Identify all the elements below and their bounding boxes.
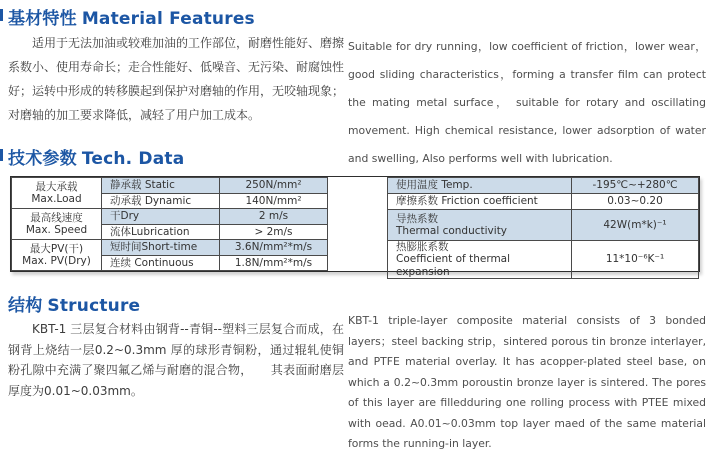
group-label-cell-max-load bbox=[12, 178, 102, 209]
structure-paragraph-en: KBT-1 triple-layer composite material consists of 3 bonded layers；steel backing strip，sintered porous tin bronze interlayer, and PTFE material overlay. It has acopper-plated steel base, on which a 0.2~0.3mm poroustin bronze layer is sintered. The pores of this layer are filledduring one rolling process with PTEE mixed with oead. A0.01~0.03mm top layer maed of the same material forms the running-in layer. bbox=[348, 314, 706, 450]
param-value-cell: 250N/mm² bbox=[220, 178, 328, 194]
group-label-cn: 最大承载 bbox=[35, 180, 78, 193]
group-label-en: Max. Speed bbox=[25, 224, 88, 236]
param-name-cell: 短时间Short-time bbox=[102, 240, 220, 256]
param-name-cell bbox=[388, 241, 572, 279]
heading-edge-mark bbox=[0, 9, 3, 21]
structure-paragraph-cn: KBT-1 三层复合材料由钢背--青铜--塑料三层复合而成，在钢背上烧结一层0.2~0.3mm 厚的球形青铜粉，通过辊轧使铜粉孔隙中充满了聚四氟乙烯与耐磨的混合物， 其表面耐磨层厚度为0.01~0.03mm。 bbox=[8, 322, 344, 398]
param-name-cell: 动承载 Dynamic bbox=[102, 193, 220, 209]
param-value-cell: 0.03~0.20 bbox=[572, 194, 699, 210]
param-value-cell: -195℃~+280℃ bbox=[572, 178, 699, 194]
param-name-cell: 干Dry bbox=[102, 209, 220, 225]
material-features-paragraph-cn: 适用于无法加油或较难加油的工作部位，耐磨性能好、磨擦系数小、使用寿命长；走合性能好、低噪音、无污染、耐腐蚀性好；运转中形成的转移膜起到保护对磨轴的作用，无咬轴现象；对磨轴的加工要求降低，减轻了用户加工成本。 bbox=[8, 36, 345, 122]
group-label-cell-max-speed bbox=[12, 209, 102, 240]
heading-cn: 结构 bbox=[8, 296, 43, 316]
heading-en: Structure bbox=[47, 296, 141, 316]
param-name-en: Coefficient of thermal expansion bbox=[396, 253, 511, 278]
tech-data-table-left bbox=[11, 177, 328, 271]
param-name-cell: 流体Lubrication bbox=[102, 224, 220, 240]
heading-cn: 技术参数 bbox=[8, 149, 77, 169]
group-label-en: Max. PV(Dry) bbox=[22, 255, 91, 267]
param-name-cell: 使用温度 Temp. bbox=[388, 178, 572, 194]
param-name-en: Thermal conductivity bbox=[396, 225, 508, 237]
param-name-cn: 导热系数 bbox=[396, 212, 438, 225]
group-label-en: Max.Load bbox=[31, 193, 82, 205]
param-name-cell: 摩擦系数 Friction coefficient bbox=[388, 194, 572, 210]
table-row bbox=[388, 194, 699, 210]
table-row bbox=[388, 241, 699, 279]
heading-material-features bbox=[8, 4, 255, 29]
param-value-cell: 3.6N/mm²*m/s bbox=[220, 240, 328, 256]
tech-data-table-container bbox=[10, 176, 700, 278]
table-row bbox=[12, 178, 328, 194]
param-name-cn: 热膨胀系数 bbox=[396, 241, 449, 253]
param-value-cell: 140N/mm² bbox=[220, 193, 328, 209]
param-value-cell: 11*10⁻⁶K⁻¹ bbox=[572, 241, 699, 279]
param-value-cell: > 2m/s bbox=[220, 224, 328, 240]
heading-structure bbox=[8, 291, 140, 316]
param-value-cell: 1.8N/mm²*m/s bbox=[220, 255, 328, 271]
heading-cn: 基材特性 bbox=[8, 9, 77, 29]
group-label-cn: 最大PV(干) bbox=[29, 242, 84, 255]
group-label-cell-max-pv bbox=[12, 240, 102, 271]
table-row bbox=[12, 209, 328, 225]
heading-edge-mark bbox=[0, 149, 3, 161]
heading-en: Tech. Data bbox=[81, 149, 185, 169]
heading-en: Material Features bbox=[81, 9, 255, 29]
table-row bbox=[388, 210, 699, 241]
table-row bbox=[12, 240, 328, 256]
param-value-cell: 42W(m*k)⁻¹ bbox=[572, 210, 699, 241]
group-label-cn: 最高线速度 bbox=[30, 211, 83, 224]
param-value-cell: 2 m/s bbox=[220, 209, 328, 225]
table-row bbox=[388, 178, 699, 194]
param-name-cell bbox=[388, 210, 572, 241]
param-name-cell: 静承载 Static bbox=[102, 178, 220, 194]
tech-data-table-right bbox=[387, 177, 699, 279]
param-name-cell: 连续 Continuous bbox=[102, 255, 220, 271]
material-features-paragraph-en: Suitable for dry running，low coefficient of friction，lower wear，good sliding characteristics，forming a transfer film can protect the mating metal surface， suitable for rotary and oscillating movement. High chemical resistance, lower adsorption of water and swelling, Also performs well with lubrication. bbox=[348, 40, 706, 165]
heading-tech-data bbox=[8, 144, 184, 169]
